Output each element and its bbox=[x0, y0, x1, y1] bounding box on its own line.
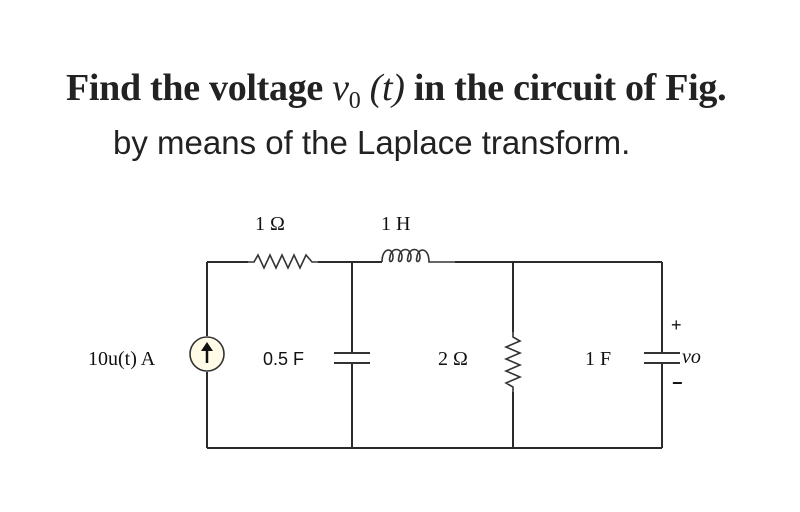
question-text-pre: Find the voltage bbox=[66, 67, 333, 109]
capacitor-2-label: 1 F bbox=[585, 348, 612, 370]
current-source-icon bbox=[190, 337, 224, 371]
inductor-icon bbox=[382, 250, 455, 263]
minus-sign: − bbox=[672, 373, 683, 393]
voltage-subscript: 0 bbox=[348, 88, 361, 114]
capacitor-1-label: 0.5 F bbox=[263, 349, 305, 369]
time-argument: (t) bbox=[369, 67, 405, 109]
source-label: 10u(t) A bbox=[88, 348, 156, 370]
plus-sign: + bbox=[671, 315, 682, 335]
output-voltage-label: vo bbox=[682, 346, 701, 368]
resistor-2-label: 2 Ω bbox=[438, 348, 468, 370]
inductor-label: 1 H bbox=[381, 213, 411, 235]
resistor-1-label: 1 Ω bbox=[255, 213, 285, 235]
capacitor-1-icon bbox=[334, 353, 370, 363]
question-line-2: by means of the Laplace transform. bbox=[113, 124, 631, 161]
resistor-2-icon bbox=[506, 332, 520, 392]
voltage-variable: v bbox=[332, 67, 349, 109]
resistor-1-icon bbox=[248, 255, 318, 268]
capacitor-2-icon bbox=[644, 353, 680, 363]
question-text-post: in the circuit of Fig. bbox=[404, 67, 727, 109]
